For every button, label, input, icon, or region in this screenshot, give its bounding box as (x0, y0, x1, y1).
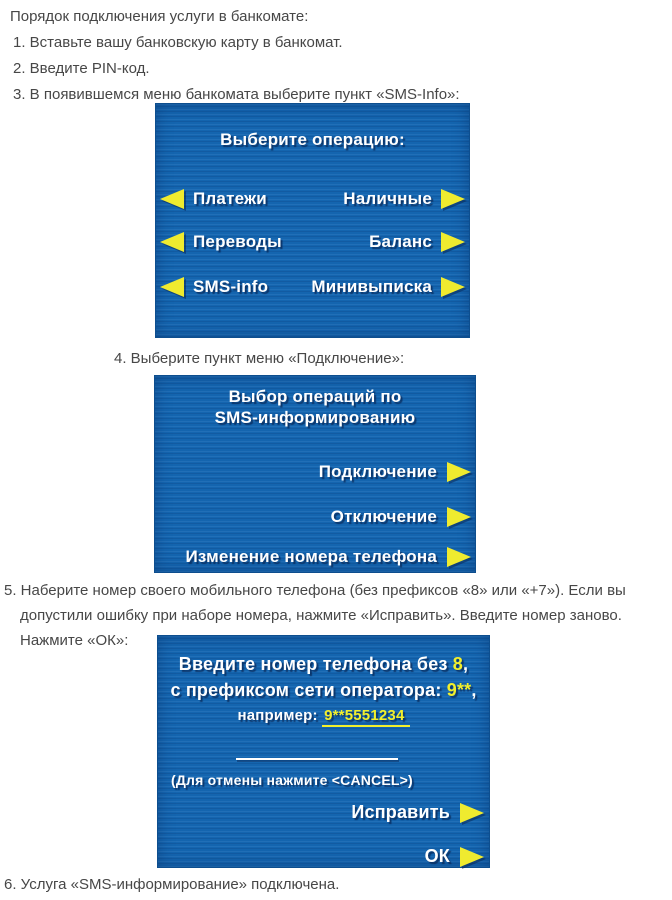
atm1-button-label: Минивыписка (311, 277, 432, 296)
right-arrow-icon (447, 507, 471, 527)
atm3-prompt (158, 651, 489, 703)
step-3: 3. В появившемся меню банкомата выберите пункт «SMS-Info»: (13, 86, 460, 103)
atm3-button-ok[interactable] (425, 846, 484, 867)
left-arrow-icon (160, 189, 184, 209)
atm3-cancel-note: (Для отмены нажмите <CANCEL>) (171, 772, 413, 788)
step-1: 1. Вставьте вашу банковскую карту в банкомат. (13, 34, 343, 51)
atm2-button-label: Изменение номера телефона (185, 547, 437, 566)
step-5: 5. Наберите номер своего мобильного телефона (без префиксов «8» или «+7»). Если вы допустили ошибку при наборе номера, нажмите «Исправить». Введите номер заново. Нажмите «ОК»: (4, 582, 626, 649)
atm1-button-label: Платежи (193, 189, 267, 208)
atm-screen-phone-entry (157, 635, 490, 868)
atm1-row-3 (156, 277, 469, 297)
right-arrow-icon (447, 462, 471, 482)
atm2-button-label: Подключение (318, 462, 437, 481)
atm1-row-2 (156, 232, 469, 252)
highlight-prefix: 9** (446, 680, 472, 700)
right-arrow-icon (441, 189, 465, 209)
atm2-button-label: Отключение (330, 507, 437, 526)
step-4: 4. Выберите пункт меню «Подключение»: (114, 350, 405, 367)
atm3-prompt-line-2: с префиксом сети оператора: 9**, (170, 680, 477, 700)
atm3-prompt-line-1: Введите номер телефона без 8, (178, 654, 469, 674)
right-arrow-icon (441, 232, 465, 252)
atm3-button-label: ОК (424, 846, 450, 866)
page-title: Порядок подключения услуги в банкомате: (10, 8, 309, 25)
atm1-button-cash[interactable] (343, 189, 465, 209)
left-arrow-icon (160, 277, 184, 297)
atm-screen-operations (155, 103, 470, 338)
atm2-title-line-1: Выбор операций по (228, 387, 402, 406)
highlight-8: 8 (452, 654, 464, 674)
step-6: 6. Услуга «SMS-информирование» подключена. (4, 876, 340, 893)
right-arrow-icon (441, 277, 465, 297)
atm1-button-balance[interactable] (369, 232, 465, 252)
atm2-button-connect[interactable] (319, 462, 471, 482)
atm3-button-label: Исправить (351, 802, 450, 822)
atm1-button-label: Наличные (343, 189, 432, 208)
atm3-example (158, 707, 489, 724)
atm1-button-transfers[interactable] (160, 232, 282, 252)
atm1-button-payments[interactable] (160, 189, 267, 209)
atm1-button-mini-statement[interactable] (311, 277, 465, 297)
atm1-row-1 (156, 189, 469, 209)
atm2-button-disconnect[interactable] (331, 507, 471, 527)
right-arrow-icon (460, 847, 484, 867)
atm1-button-sms-info[interactable] (160, 277, 268, 297)
phone-input-line[interactable] (236, 758, 398, 760)
right-arrow-icon (460, 803, 484, 823)
atm1-button-label: SMS-info (193, 277, 269, 296)
step-2: 2. Введите PIN-код. (13, 60, 150, 77)
atm2-button-change-phone-number[interactable] (186, 547, 471, 567)
atm3-button-correct[interactable] (351, 802, 484, 823)
atm2-title (155, 386, 475, 428)
left-arrow-icon (160, 232, 184, 252)
atm2-title-line-2: SMS-информированию (214, 408, 416, 427)
atm-screen-sms-operations (154, 375, 476, 573)
right-arrow-icon (447, 547, 471, 567)
example-number: 9**5551234 (322, 707, 409, 727)
example-label: например: (237, 707, 323, 724)
atm1-button-label: Баланс (369, 232, 432, 251)
atm1-title: Выберите операцию: (220, 130, 405, 149)
atm1-button-label: Переводы (193, 232, 282, 251)
